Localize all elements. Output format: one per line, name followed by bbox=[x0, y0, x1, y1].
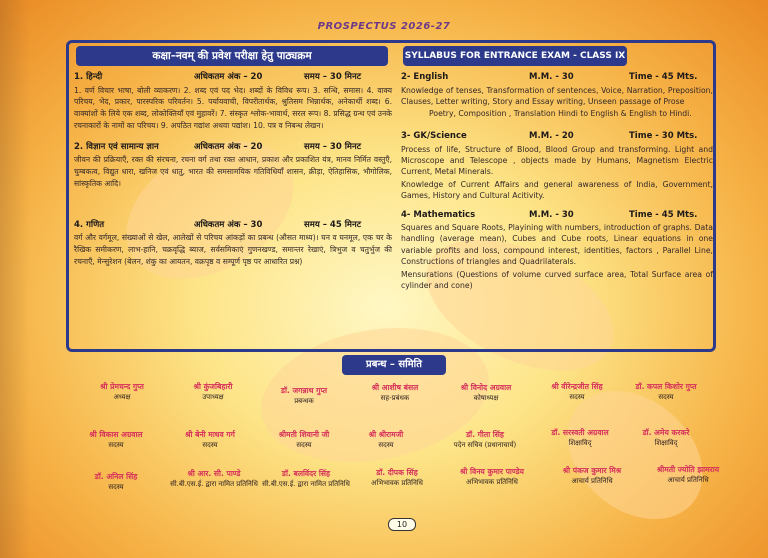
prospectus-header: PROSPECTUS 2026-27 bbox=[317, 21, 451, 32]
section-text-extra: Knowledge of Current Affairs and general awareness of India, Government, Games, History and Cultural Acitivity. bbox=[401, 180, 713, 201]
committee-member bbox=[256, 469, 356, 489]
member-role: अध्यक्ष bbox=[113, 393, 131, 401]
committee-member bbox=[164, 469, 264, 489]
committee-member bbox=[66, 472, 166, 492]
member-name: डॉ. कपल किशोर गुप्त bbox=[635, 382, 697, 391]
committee-member bbox=[345, 383, 445, 403]
max-marks: अधिकतम अंक – 30 bbox=[194, 219, 263, 230]
time-limit: Time - 45 Mts. bbox=[629, 72, 698, 82]
member-role: कोषाध्यक्ष bbox=[473, 394, 499, 402]
member-role: सी.बी.एस.ई. द्वारा नामित प्रतिनिधि bbox=[262, 480, 350, 488]
english-section-mathematics bbox=[401, 210, 713, 292]
section-heading bbox=[401, 72, 713, 84]
member-name: श्री विनय कुमार पाण्डेय bbox=[460, 467, 524, 476]
section-text: वर्ग और वर्गमूल, संख्याओं से खेल, आलेखों से परिचय आंकड़ों का प्रबन्ध (औसत माध्य)। घन व घनमूल, एक चर के रैखिक समीकरण, लाभ-हानि, चक्रवृद्धि ब्याज, सर्वसमिकाएं गुणनखण्ड, समान्तर रेखाएं, त्रिभुज व चतुर्भुज की रचनाएँ, मेन्सुरेशन (बेलन, शंकु का आयतन, वक्रपृष्ठ व सम्पूर्ण पृष्ठ पर आधारित प्रश्न) bbox=[74, 233, 392, 266]
time-limit: Time - 45 Mts. bbox=[629, 209, 698, 220]
committee-member bbox=[540, 466, 644, 486]
member-name: श्री वीरेन्द्रजीत सिंह bbox=[551, 382, 603, 391]
time-limit: समय – 30 मिनट bbox=[304, 72, 362, 82]
member-role: आचार्य प्रतिनिधि bbox=[571, 477, 613, 485]
member-name: डॉ. बलविंदर सिंह bbox=[281, 469, 331, 478]
committee-member bbox=[638, 465, 738, 485]
english-section-gk-science bbox=[401, 131, 713, 202]
section-heading bbox=[401, 210, 713, 222]
member-name: श्री आशीष बंसल bbox=[371, 383, 419, 392]
committee-member bbox=[66, 430, 166, 450]
committee-member bbox=[160, 430, 260, 450]
hindi-section-1 bbox=[74, 72, 392, 132]
member-role: सदस्य bbox=[202, 441, 218, 449]
hindi-syllabus-title: कक्षा–नवम् की प्रवेश परीक्षा हेतु पाठ्यक्रम bbox=[76, 46, 388, 66]
member-role: उपाध्यक्ष bbox=[202, 393, 224, 401]
time-limit: समय – 30 मिनट bbox=[304, 141, 362, 152]
committee-member bbox=[430, 430, 540, 450]
section-text: 1. वर्ण विचार भाषा, बोली व्याकरण। 2. शब्द एवं पद भेद। शब्दों के विविध रूप। 3. सन्धि, समास। 4. वाक्य परिचय, भेद, प्रकार, पारस्परिक परिवर्तन। 5. पर्यायवाची, विपरीतार्थक, श्रुतिसम भिन्नार्थक, अनेकार्थी शब्द। 6. वाक्यांशों के लिये एक शब्द, लोकोक्तियाँ एवं मुहावरें। 7. संस्कृत श्लोक-भावार्थ, सरल रूप। 8. प्रसिद्ध ग्रन्थ एवं उनके रचनाकारों के नामों का परिचय। 9. अपठित गद्यांश अथवा पद्यांश। 10. पत्र व निबन्ध लेखन। bbox=[74, 85, 392, 130]
member-name: डॉ. अनिल सिंह bbox=[94, 472, 138, 481]
member-name: श्रीमती ज्योति झामराय bbox=[656, 465, 720, 474]
committee-member bbox=[163, 382, 263, 402]
member-name: श्री विकास अग्रवाल bbox=[89, 430, 143, 439]
member-name: श्री श्रीरामजी bbox=[368, 430, 404, 439]
committee-member bbox=[527, 382, 627, 402]
member-role: सह-प्रबंधक bbox=[380, 394, 410, 402]
hindi-syllabus-column bbox=[74, 46, 392, 267]
committee-member bbox=[616, 428, 716, 448]
hindi-section-4 bbox=[74, 220, 392, 268]
section-text: जीवन की प्रक्रियाएँ, रक्त की संरचना, रचना वर्ग तथा रक्त आधान, प्रकाश और प्रकाशित यंत्र, मानव निर्मित वस्तुएँ, चुम्बकत्व, विद्युत धारा, खनिज एवं धातु, भारत की समसामयिक गतिविधियाँ शासन, क्रीड़ा, ऐतिहासिक, भौगोलिक, सांस्कृतिक आदि। bbox=[74, 155, 392, 188]
member-name: डॉ. दीपक सिंह bbox=[376, 468, 418, 477]
member-role: सदस्य bbox=[378, 441, 394, 449]
section-text-extra: Poetry, Composition , Translation Hindi to English & English to Hindi. bbox=[429, 108, 692, 118]
member-role: पदेन सचिव (प्रधानाचार्य) bbox=[453, 441, 517, 449]
member-name: डॉ. जगन्नाथ गुप्त bbox=[280, 386, 328, 395]
section-heading bbox=[74, 220, 392, 232]
member-role: अभिभावक प्रतिनिधि bbox=[466, 478, 518, 486]
time-limit: Time - 30 Mts. bbox=[629, 131, 698, 142]
section-text: Knowledge of tenses, Transformation of sentences, Voice, Narration, Preposition, Clauses, Letter writing, Story and Essay writing, Unseen passage of Prose bbox=[401, 85, 713, 106]
section-text: Process of life, Structure of Blood, Blood Group and transforming. Light and Microscope and Telescope , objects made by Humans, Magnetism Electric Current, Metal Minerals. bbox=[401, 144, 713, 177]
page-fold-shadow bbox=[0, 0, 30, 558]
member-name: श्री बेनी माधव गर्ग bbox=[185, 430, 235, 439]
english-section-english bbox=[401, 72, 713, 119]
member-role: सदस्य bbox=[108, 483, 124, 491]
committee-member bbox=[336, 430, 436, 450]
committee-member bbox=[530, 428, 630, 448]
member-role: आचार्य प्रतिनिधि bbox=[667, 476, 709, 484]
member-role: प्रबन्धक bbox=[294, 397, 314, 405]
subject-name: 1. हिन्दी bbox=[74, 72, 103, 82]
member-name: डॉ. सरस्वती अग्रवाल bbox=[551, 428, 609, 437]
max-marks: अधिकतम अंक – 20 bbox=[194, 72, 263, 82]
member-name: श्री प्रेमचन्द गुप्त bbox=[100, 382, 144, 391]
committee-member bbox=[72, 382, 172, 402]
member-role: सदस्य bbox=[569, 393, 585, 401]
subject-name: 3- GK/Science bbox=[401, 131, 467, 142]
committee-member bbox=[437, 467, 547, 487]
subject-name: 4- Mathematics bbox=[401, 209, 476, 220]
english-syllabus-title: SYLLABUS FOR ENTRANCE EXAM - CLASS IX bbox=[403, 46, 627, 66]
member-role: शिक्षाविद् bbox=[654, 439, 678, 447]
english-syllabus-column bbox=[401, 46, 713, 291]
committee-title: प्रबन्ध – समिति bbox=[342, 355, 446, 375]
section-text: Squares and Square Roots, Playining with numbers, introduction of graphs. Data handling (average mean), Cubes and Cube roots, Linear equations in one variable profits and loss, compound interest, identities, factors , Parallel Line, Constructions of triangles and Quadrilaterals. bbox=[401, 223, 713, 266]
member-name: डॉ. गीता सिंह bbox=[466, 430, 504, 439]
member-name: श्री विनोद अग्रवाल bbox=[460, 383, 512, 392]
section-heading bbox=[74, 72, 392, 84]
committee-member bbox=[347, 468, 447, 488]
member-role: अभिभावक प्रतिनिधि bbox=[371, 479, 423, 487]
member-name: श्रीमती शिवानी जी bbox=[278, 430, 330, 439]
committee-member bbox=[616, 382, 716, 402]
member-role: शिक्षाविद् bbox=[568, 439, 592, 447]
time-limit: समय – 45 मिनट bbox=[304, 219, 362, 230]
max-marks: अधिकतम अंक – 20 bbox=[194, 141, 263, 152]
page-number: 10 bbox=[388, 518, 416, 531]
section-text-extra: Mensurations (Questions of volume curved surface area, Total Surface area of cylinder and cone) bbox=[401, 269, 713, 291]
subject-name: 2- English bbox=[401, 72, 449, 82]
member-name: डॉ. अमेय करकरे bbox=[642, 428, 690, 437]
committee-member bbox=[436, 383, 536, 403]
hindi-section-2 bbox=[74, 142, 392, 190]
member-role: सदस्य bbox=[658, 393, 674, 401]
committee-member bbox=[254, 386, 354, 406]
member-role: सदस्य bbox=[296, 441, 312, 449]
max-marks: M.M. - 30 bbox=[529, 72, 574, 82]
member-role: सी.बी.एस.ई. द्वारा नामित प्रतिनिधि bbox=[170, 480, 258, 488]
max-marks: M.M. - 30 bbox=[529, 209, 574, 220]
subject-name: 2. विज्ञान एवं सामान्य ज्ञान bbox=[74, 141, 159, 152]
subject-name: 4. गणित bbox=[74, 219, 105, 230]
section-heading bbox=[74, 142, 392, 154]
section-heading bbox=[401, 131, 713, 143]
member-role: सदस्य bbox=[108, 441, 124, 449]
member-name: श्री कुंजबिहारी bbox=[193, 382, 233, 391]
member-name: श्री पंकज कुमार मिश्र bbox=[562, 466, 622, 475]
max-marks: M.M. - 20 bbox=[529, 131, 574, 142]
member-name: श्री आर. सी. पाण्डे bbox=[187, 469, 241, 478]
